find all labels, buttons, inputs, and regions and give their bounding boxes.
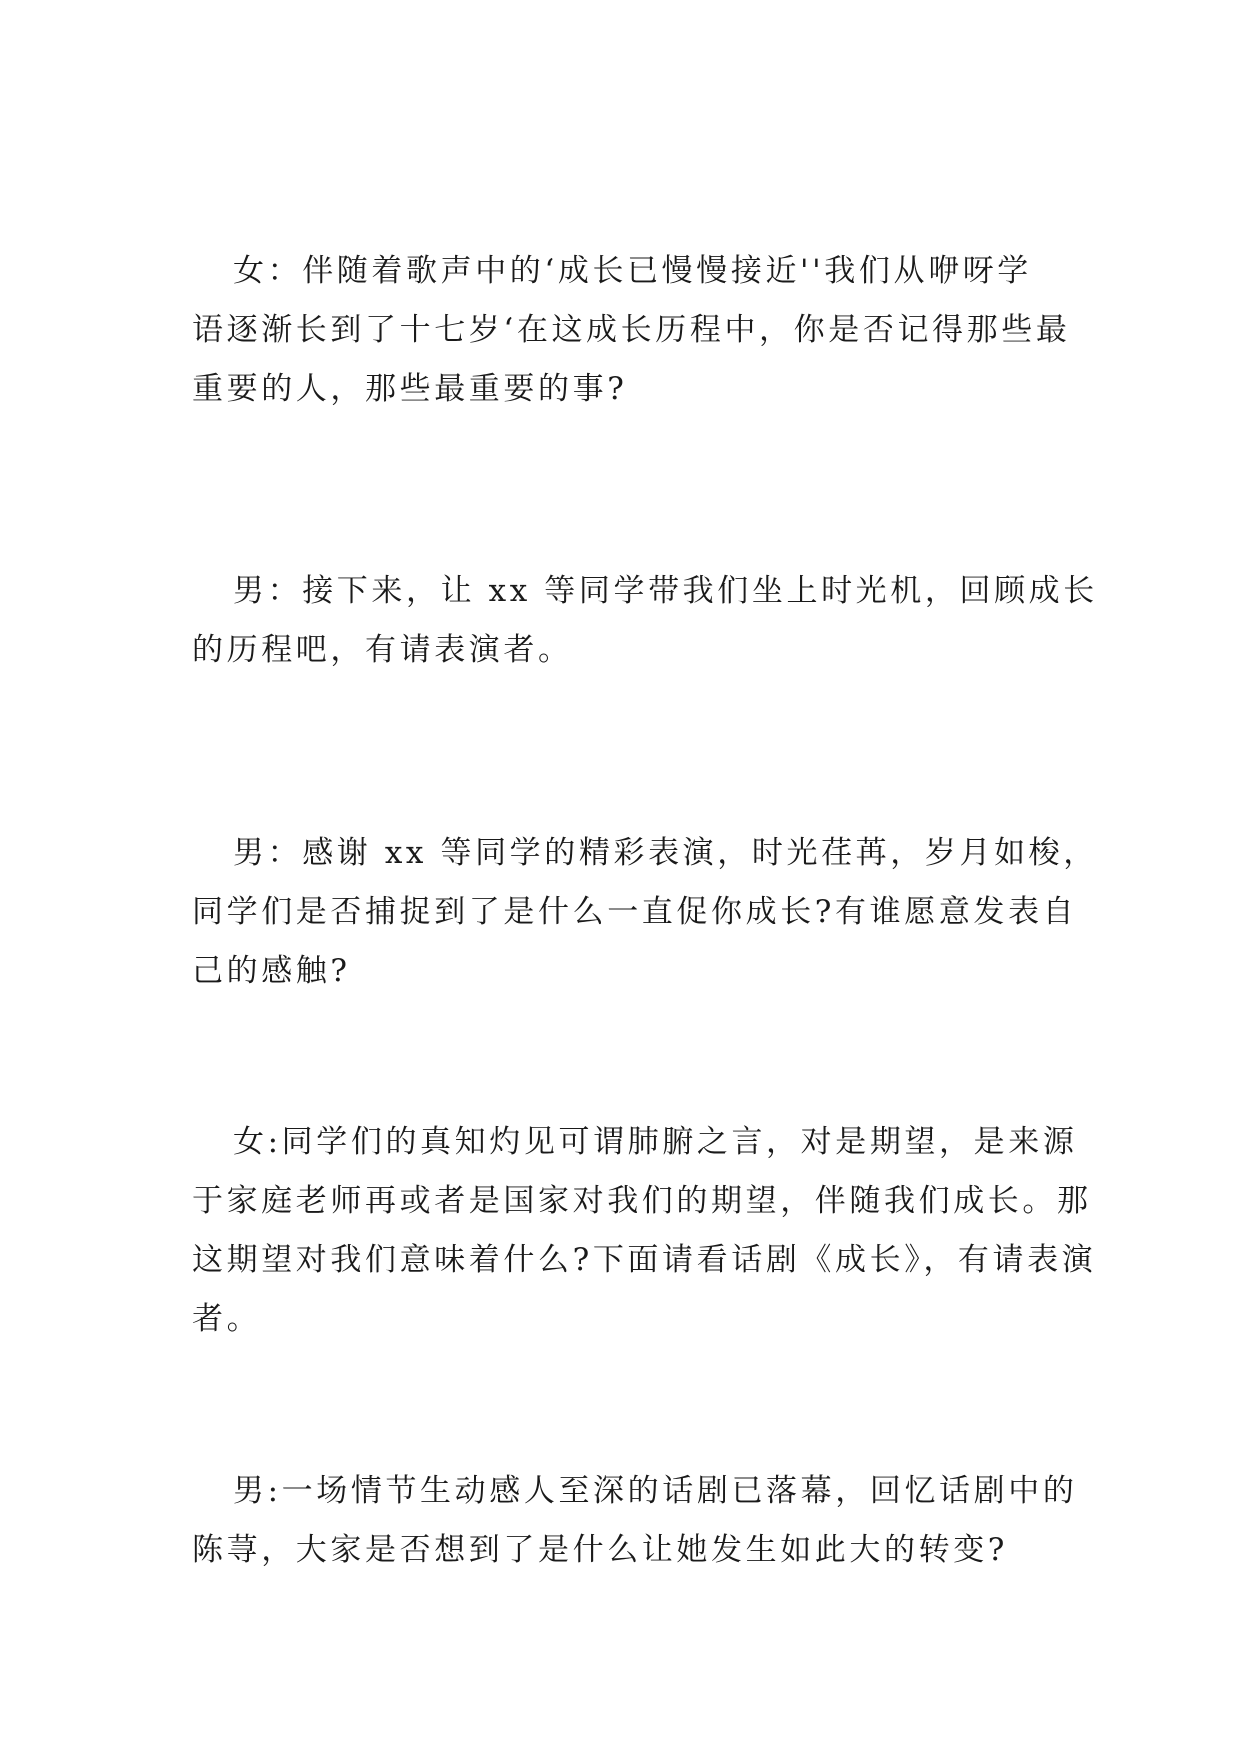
paragraph-line: 语逐渐长到了十七岁‘在这成长历程中，你是否记得那些最	[192, 312, 1071, 348]
paragraph-line: 的历程吧，有请表演者。	[192, 632, 573, 668]
paragraph-1	[192, 242, 1071, 419]
paragraph-line: 同学们是否捕捉到了是什么一直促你成长?有谁愿意发表自	[192, 894, 1078, 930]
paragraph-line: 女：伴随着歌声中的‘成长已慢慢接近''我们从咿呀学	[233, 253, 1032, 289]
paragraph-3	[192, 824, 1098, 1001]
paragraph-line: 男：接下来，让 xx 等同学带我们坐上时光机，回顾成长	[233, 573, 1098, 609]
paragraph-line: 者。	[192, 1301, 262, 1337]
paragraph-line: 女:同学们的真知灼见可谓肺腑之言，对是期望，是来源	[233, 1124, 1078, 1160]
paragraph-line: 男:一场情节生动感人至深的话剧已落幕，回忆话剧中的	[233, 1473, 1078, 1509]
paragraph-5	[192, 1462, 1078, 1580]
paragraph-line: 男：感谢 xx 等同学的精彩表演，时光荏苒，岁月如梭，	[233, 835, 1098, 871]
paragraph-line: 重要的人，那些最重要的事?	[192, 371, 628, 407]
paragraph-line: 于家庭老师再或者是国家对我们的期望，伴随我们成长。那	[192, 1183, 1092, 1219]
paragraph-line: 这期望对我们意味着什么?下面请看话剧《成长》，有请表演	[192, 1242, 1097, 1278]
paragraph-line: 己的感触?	[192, 953, 351, 989]
paragraph-4	[192, 1113, 1097, 1349]
paragraph-2	[192, 562, 1098, 680]
paragraph-line: 陈荨，大家是否想到了是什么让她发生如此大的转变?	[192, 1532, 1009, 1568]
